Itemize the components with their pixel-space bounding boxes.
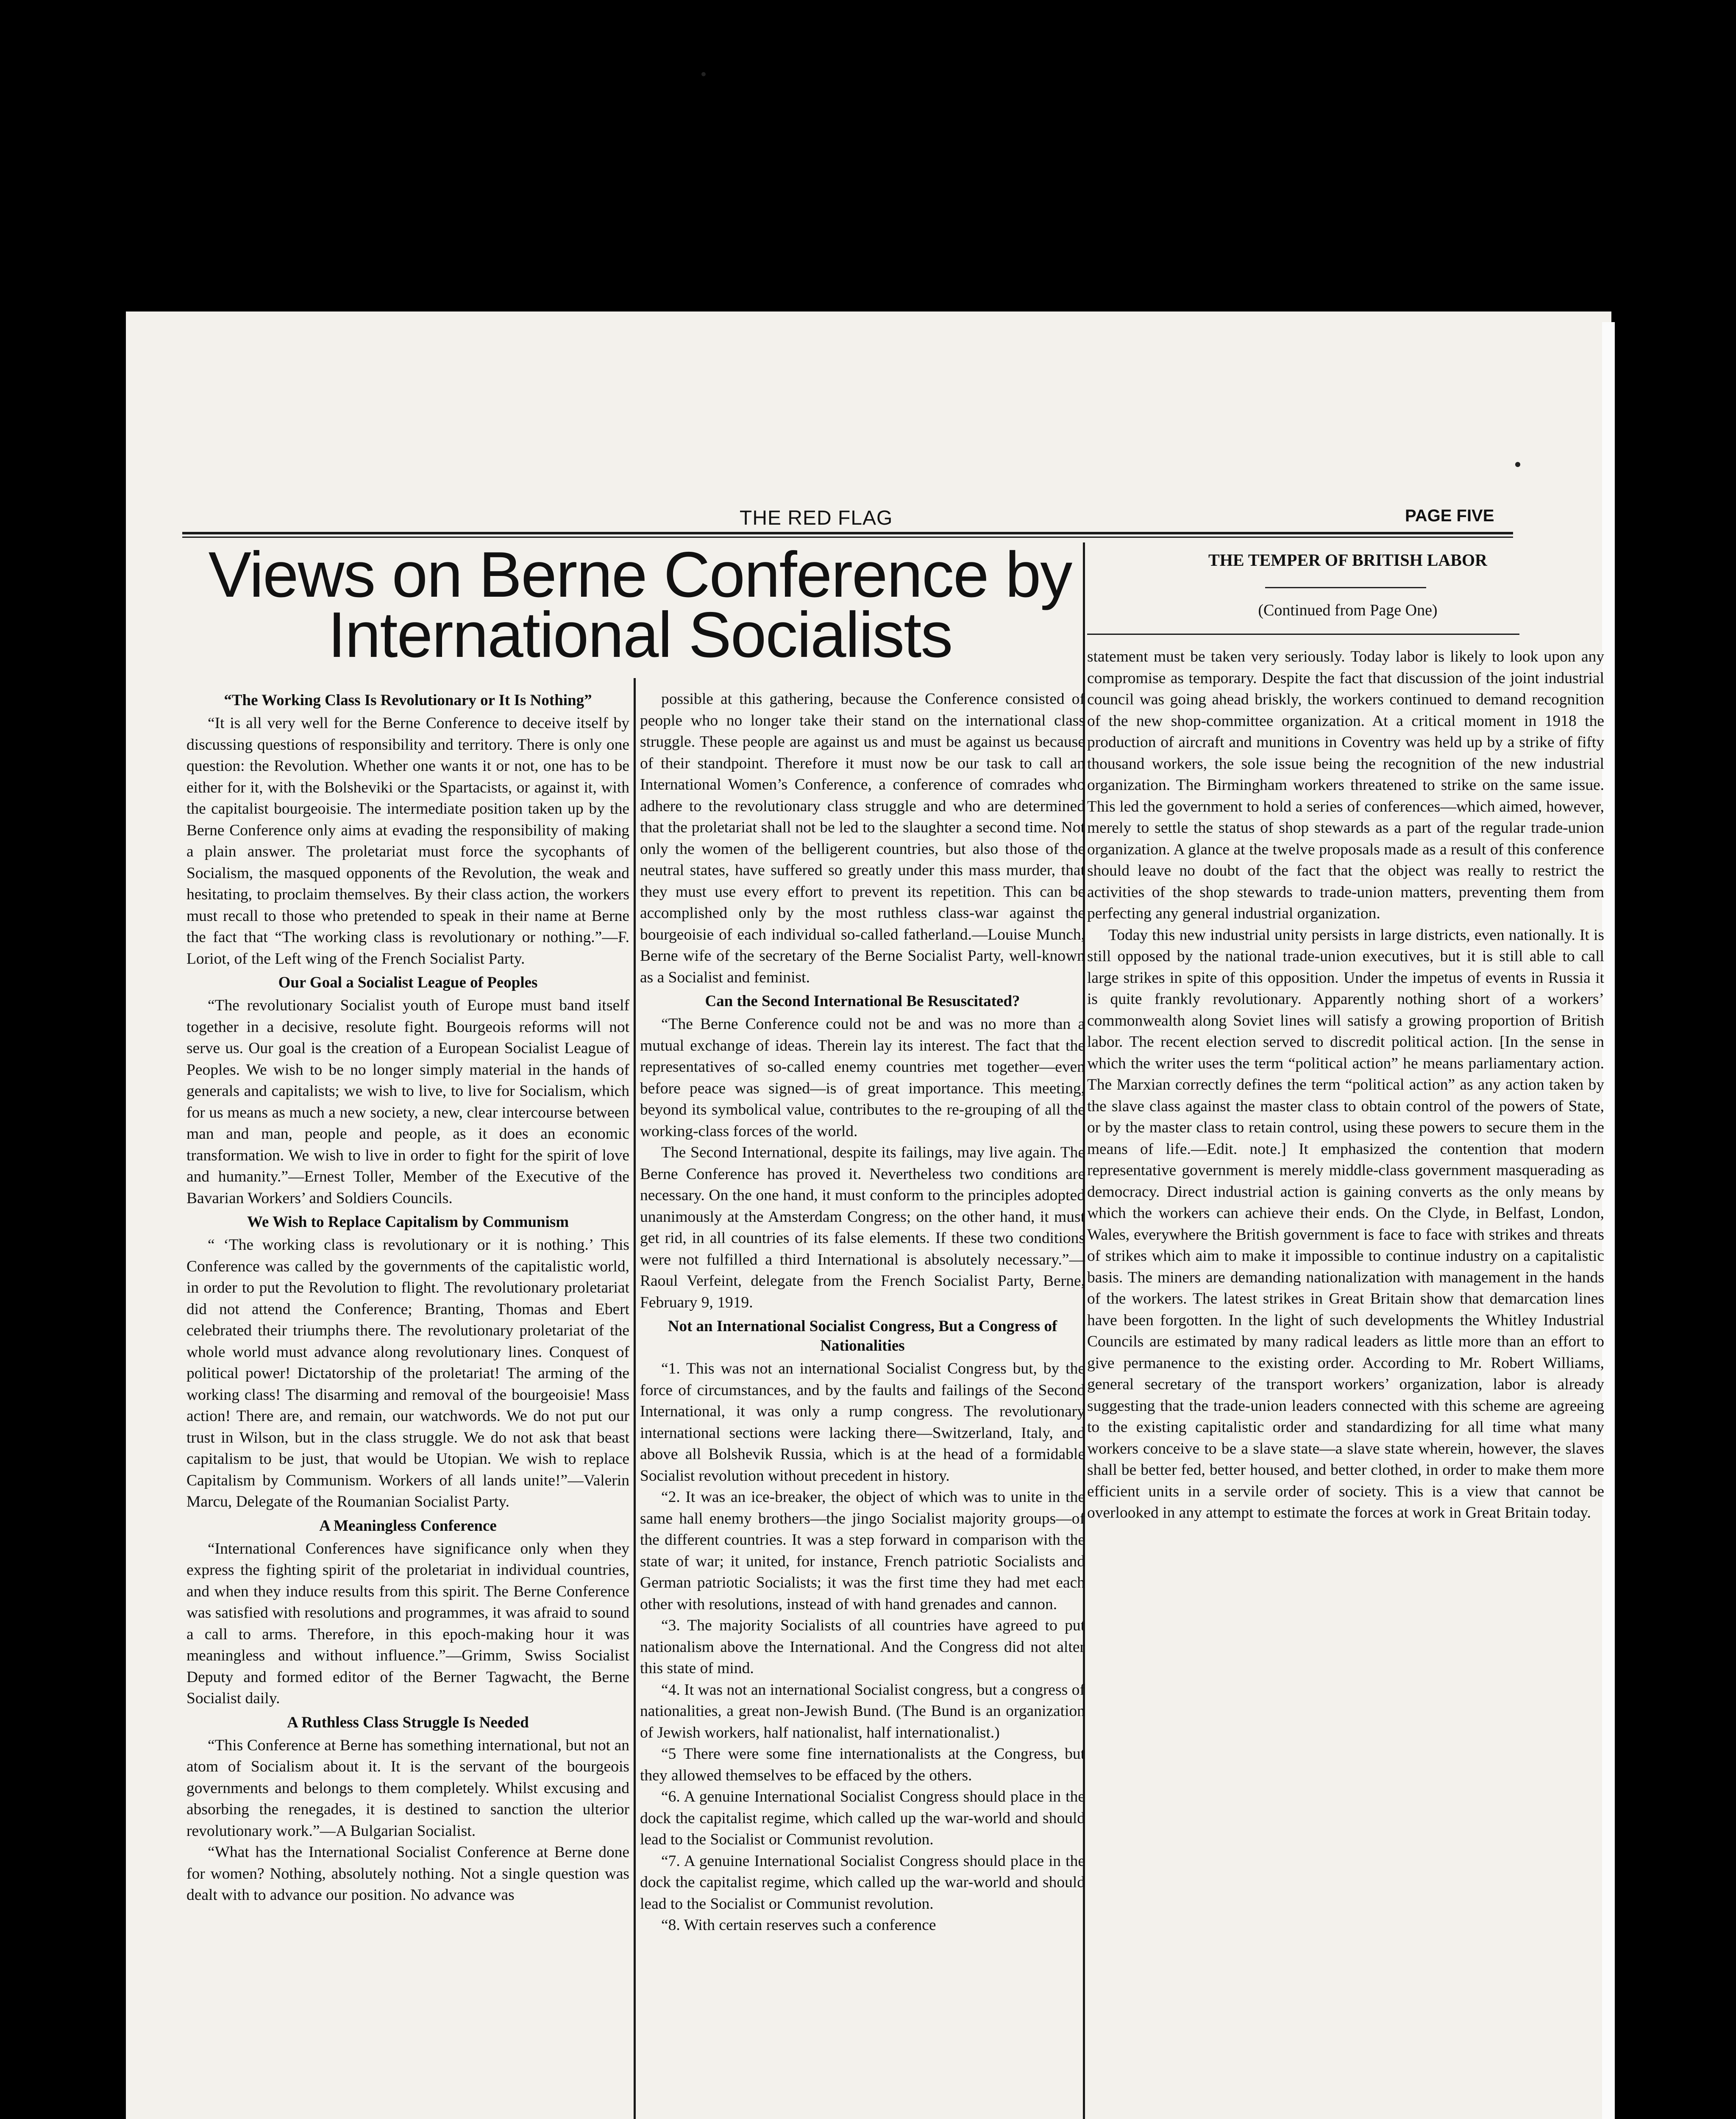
paragraph: “5 There were some fine internationalists at the Congress, but they allowed themselves to be effaced by the others. [640,1745,1085,1784]
paragraph: “1. This was not an international Socialist Congress but, by the force of circumstances, and by the faults and failings of the Second International, it was only a rump congress. The revolutionary international sections were lacking there—Switzerland, Italy, and above all Bolshevik Russia, which is at the head of a formidable Socialist revolution without precedent in history. [640,1360,1085,1485]
header-rule-thin [182,537,1513,538]
paragraph: “3. The majority Socialists of all countries have agreed to put nationalism above the International. And the Congress did not alter this state of mind. [640,1617,1085,1677]
paragraph: “This Conference at Berne has something international, but not an atom of Socialism about it. It is the servant of the bourgeois governments and belongs to them completely. Whilst excusing and absorbing the renegades, it is destined to sanction the ulterior revolutionary work.”—A Bulgarian Socialist. [186,1736,629,1840]
subheading: Not an International Socialist Congress, But a Congress of Nationalities [668,1318,1057,1354]
column-1 [186,687,629,1906]
paragraph: possible at this gathering, because the Conference consisted of people who no longer take their stand on the international class struggle. These people are against us and must be against us because of their standpoint. Therefore it must now be our task to call an International Women’s Conference, a conference of comrades who adhere to the revolutionary class struggle and who are determined that the proletariat shall not be led to the slaughter a second time. Not only the women of the belligerent countries, but also those of the neutral states, have suffered so greatly under this mass murder, that they must use every effort to prevent its repetition. This can be accomplished only by the most ruthless class-war against the bourgeoisie of each individual so-called fatherland.—Louise Munch, Berne wife of the secretary of the Berne Socialist Party, well-known as a Socialist and feminist. [640,690,1085,986]
paragraph: “2. It was an ice-breaker, the object of which was to unite in the same hall enemy brothers—the jingo Socialist majority groups—of the different countries. It was a step forward in comparison with the state of war; it united, for instance, French patriotic Socialists and German patriotic Socialists; it was the first time they had met each other with resolutions, instead of with hand grenades and cannon. [640,1488,1085,1613]
headline: Views on Berne Conference by International Socialists [208,539,1072,671]
page-number: PAGE FIVE [1405,506,1494,525]
paragraph: “The revolutionary Socialist youth of Europe must band itself together in a decisive, resolute fight. Bourgeois reforms will not serve us. Our goal is the creation of a European Socialist League of Peoples. We wish to be no longer simply material in the hands of generals and capitalists; we wish to live, to live for Socialism, which for us means as much a new society, a new, clear intercourse between man and man, people and people, as it does an economic transformation. We wish to live in order to fight for the spirit of love and humanity.”—Ernest Toller, Member of the Executive of the Bavarian Workers’ and Soldiers Councils. [186,997,629,1207]
paragraph: “International Conferences have significance only when they express the fighting spirit of the proletariat in individual countries, and when they induce results from this spirit. The Berne Conference was satisfied with resolutions and programmes, it was afraid to sound a call to arms. Therefore, in this epoch-making hour it was meaningless and without influence.”—Grimm, Swiss Socialist Deputy and formed editor of the Berner Tagwacht, the Berne Socialist daily. [186,1540,629,1707]
paragraph: “What has the International Socialist Conference at Berne done for women? Nothing, absolutely nothing. Not a single question was dealt with to advance our position. No advance was [186,1844,629,1904]
subheading: Can the Second International Be Resuscitated? [705,993,1020,1010]
paragraph: “It is all very well for the Berne Conference to deceive itself by discussing questions of responsibility and territory. There is only one question: the Revolution. Whether one wants it or not, one has to be either for it, with the Bolsheviki or the Spartacists, or against it, with the capitalist bourgeoisie. The intermediate position taken up by the Berne Conference only aims at evading the responsibility of making a plain answer. The proletariat must force the sycophants of Socialism, the masqued opponents of the Revolution, the weak and hesitating, to proclaim themselves. By their class action, the workers must recall to those who pretended to speak in their name at Berne the fact that “The working class is revolutionary or nothing.”—F. Loriot, of the Left wing of the French Socialist Party. [186,715,629,968]
paragraph: “The Berne Conference could not be and was no more than a mutual exchange of ideas. Therein lay its interest. The fact that the representatives of so-called enemy countries met together—even before peace was signed—is of great importance. This meeting, beyond its symbolical value, contributes to the re-grouping of all the working-class forces of the world. [640,1015,1085,1140]
continued-rule [1087,634,1519,635]
paragraph: Today this new industrial unity persists in large districts, even nationally. It is still opposed by the national trade-union executives, but it is still able to call large strikes in spite of this opposition. Under the impetus of events in Russia it is quite frankly revolutionary. Apparently nothing short of a workers’ commonwealth along Soviet lines will satisfy a growing proportion of British labor. The recent election served to discredit political action. [In the sense in which the writer uses the term “political action” he means parliamentary action. The Marxian correctly defines the term “political action” as any action taken by the slave class against the master class to obtain control of the powers of State, or by the master class to retain control, using these powers to secure them in the means of life.—Edit. note.] It emphasized the contention that modern representative government is merely middle-class government masquerading as democracy. Direct industrial action is gaining converts as the only means by which the workers can achieve their ends. On the Clyde, in Belfast, London, Wales, everywhere the British government is face to face with strikes and threats of strikes which aim to make it impossible to continue industry on a capitalistic basis. The miners are demanding nationalization with management in the hands of the workers. The latest strikes in Great Britain show that demarcation lines have been forgotten. In the light of such developments the Whitley Industrial Councils are estimated by many radical leaders as little more than an effort to give permanence to the existing order. According to Mr. Robert Williams, general secretary of the transport workers’ organization, labor is already suggesting that the trade-union leaders connected with this scheme are agreeing to the existing capitalistic order and standardizing for all time what many workers conceive to be a slave state—a slave state wherein, however, the slaves shall be better fed, better housed, and better clothed, in order to make them more efficient units in a servile order of society. This is a view that cannot be overlooked in any attempt to estimate the forces at work in Great Britain today. [1087,926,1604,1521]
section-title: THE TEMPER OF BRITISH LABOR [1208,551,1487,570]
column-divider-1 [634,678,636,2119]
paragraph: “4. It was not an international Socialist congress, but a congress of nationalities, a great non-Jewish Bund. (The Bund is an organization of Jewish workers, half nationalist, half internationalist.) [640,1681,1085,1741]
paragraph: The Second International, despite its failings, may live again. The Berne Conference has proved it. Nevertheless two conditions are necessary. On the one hand, it must conform to the principles adopted unanimously at the Amsterdam Congress; on the other hand, it must get rid, in all countries of its false elements. If these two conditions were not fulfilled a third International is absolutely necessary.”—Raoul Verfeint, delegate from the French Socialist Party, Berne, February 9, 1919. [640,1144,1085,1311]
column-3 [1087,646,1604,1524]
header-rule [182,532,1513,534]
subheading: A Ruthless Class Struggle Is Needed [287,1713,529,1731]
print-speck [1515,462,1520,467]
subheading: A Meaningless Conference [319,1517,497,1535]
column-2 [640,689,1085,1936]
masthead-title: THE RED FLAG [740,507,893,529]
paragraph: “ ‘The working class is revolutionary or it is nothing.’ This Conference was called by the governments of the capitalistic world, in order to put the Revolution to flight. The revolutionary proletariat did not attend the Conference; Branting, Thomas and Ebert celebrated their triumphs there. The revolutionary proletariat of the whole world must advance along revolutionary lines. Conquest of political power! Dictatorship of the proletariat! The arming of the working class! The disarming and removal of the bourgeoisie! Mass action! There are, and remain, our watchwords. We do not put our trust in Wilson, but in the class struggle. We do not ask that beast capitalism to be just, that would be Utopian. We wish to replace Capitalism by Communism. Workers of all lands unite!”—Valerin Marcu, Delegate of the Roumanian Socialist Party. [186,1236,629,1510]
subheading: “The Working Class Is Revolutionary or It Is Nothing” [224,692,592,709]
subheading: Our Goal a Socialist League of Peoples [278,974,538,991]
paragraph: statement must be taken very seriously. Today labor is likely to look upon any compromise as temporary. Despite the fact that discussion of the joint industrial council was going ahead briskly, the workers continued to demand recognition of the new shop-committee organization. At a critical moment in 1918 the production of aircraft and munitions in Coventry was held up by a strike of fifty thousand workers, the sole issue being the recognition of the new industrial organization. The Birmingham workers threatened to strike on the same issue. This led the government to hold a series of conferences—which aimed, however, merely to settle the status of shop stewards as a part of the regular trade-union organization. A glance at the twelve proposals made as a result of this conference should leave no doubt of the fact that the object was really to restrict the activities of the shop stewards to trade-union matters, preventing them from perfecting any general industrial organization. [1087,648,1604,922]
continued-note: (Continued from Page One) [1258,601,1438,619]
print-speck [701,72,706,76]
title-rule [1265,587,1426,588]
subheading: We Wish to Replace Capitalism by Communism [247,1213,569,1231]
paragraph: “6. A genuine International Socialist Congress should place in the dock the capitalist regime, which called up the war-world and should lead to the Socialist or Communist revolution. [640,1788,1085,1848]
paragraph: “8. With certain reserves such a conference [661,1916,936,1934]
paragraph: “7. A genuine International Socialist Congress should place in the dock the capitalist regime, which called up the war-world and should lead to the Socialist or Communist revolution. [640,1852,1085,1913]
